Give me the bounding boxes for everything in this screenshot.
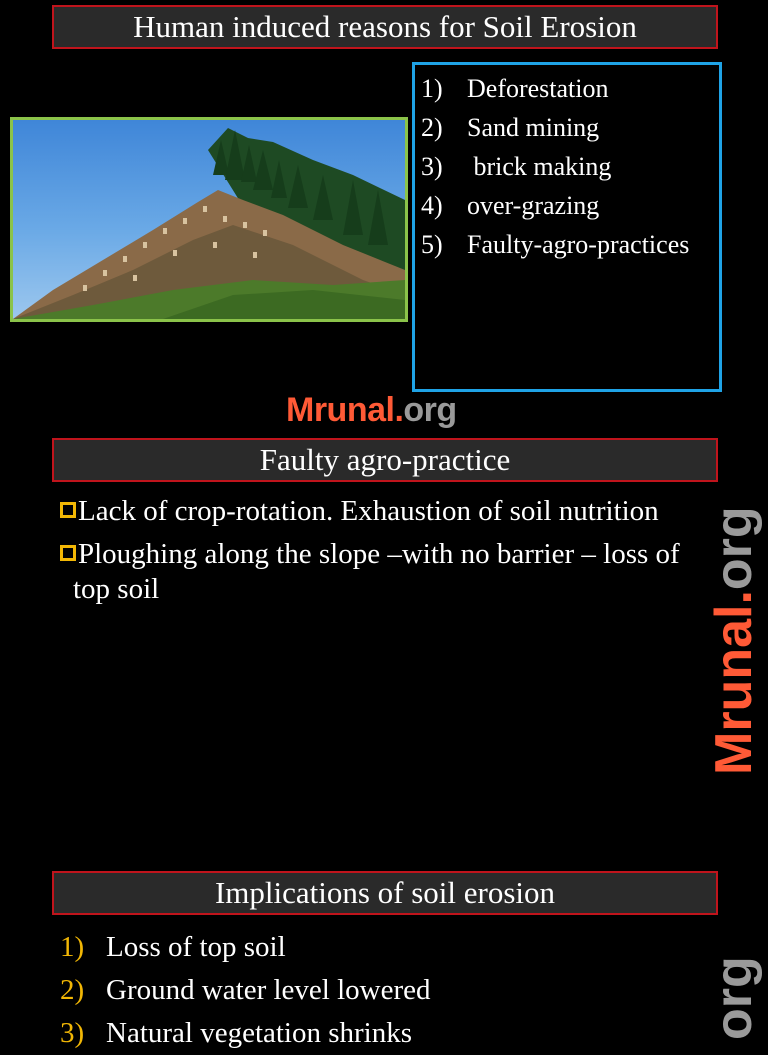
- checkbox-bullet-icon: [60, 502, 76, 518]
- reason-item: 3) brick making: [421, 152, 612, 181]
- side-watermark: Mrunal.org: [705, 506, 763, 775]
- reason-item: 1) Deforestation: [421, 74, 609, 103]
- section-title-reasons: Human induced reasons for Soil Erosion: [52, 5, 718, 49]
- faulty-points: [60, 494, 700, 615]
- bullet-point: Lack of crop-rotation. Exhaustion of soil nutrition: [60, 494, 700, 529]
- implication-item: 2) Ground water level lowered: [60, 974, 431, 1006]
- bullet-point: Ploughing along the slope –with no barrier – loss of top soil: [60, 537, 700, 607]
- implication-item: 1) Loss of top soil: [60, 931, 286, 963]
- implication-item: 3) Natural vegetation shrinks: [60, 1017, 413, 1049]
- reason-item: 5) Faulty-agro-practices: [421, 230, 690, 259]
- reason-item: 4) over-grazing: [421, 191, 600, 220]
- reason-item: 2) Sand mining: [421, 113, 600, 142]
- section-title-faulty: Faulty agro-practice: [52, 438, 718, 482]
- implications-list: [60, 926, 431, 1055]
- section-title-implications: Implications of soil erosion: [52, 871, 718, 915]
- reasons-list: [415, 65, 719, 264]
- mrunal-logo: Mrunal.org: [286, 391, 457, 429]
- checkbox-bullet-icon: [60, 545, 76, 561]
- side-watermark-partial: org: [705, 956, 763, 1040]
- hill-illustration: [13, 120, 405, 319]
- deforested-hill-image: [10, 117, 408, 322]
- reasons-list-box: [412, 62, 722, 392]
